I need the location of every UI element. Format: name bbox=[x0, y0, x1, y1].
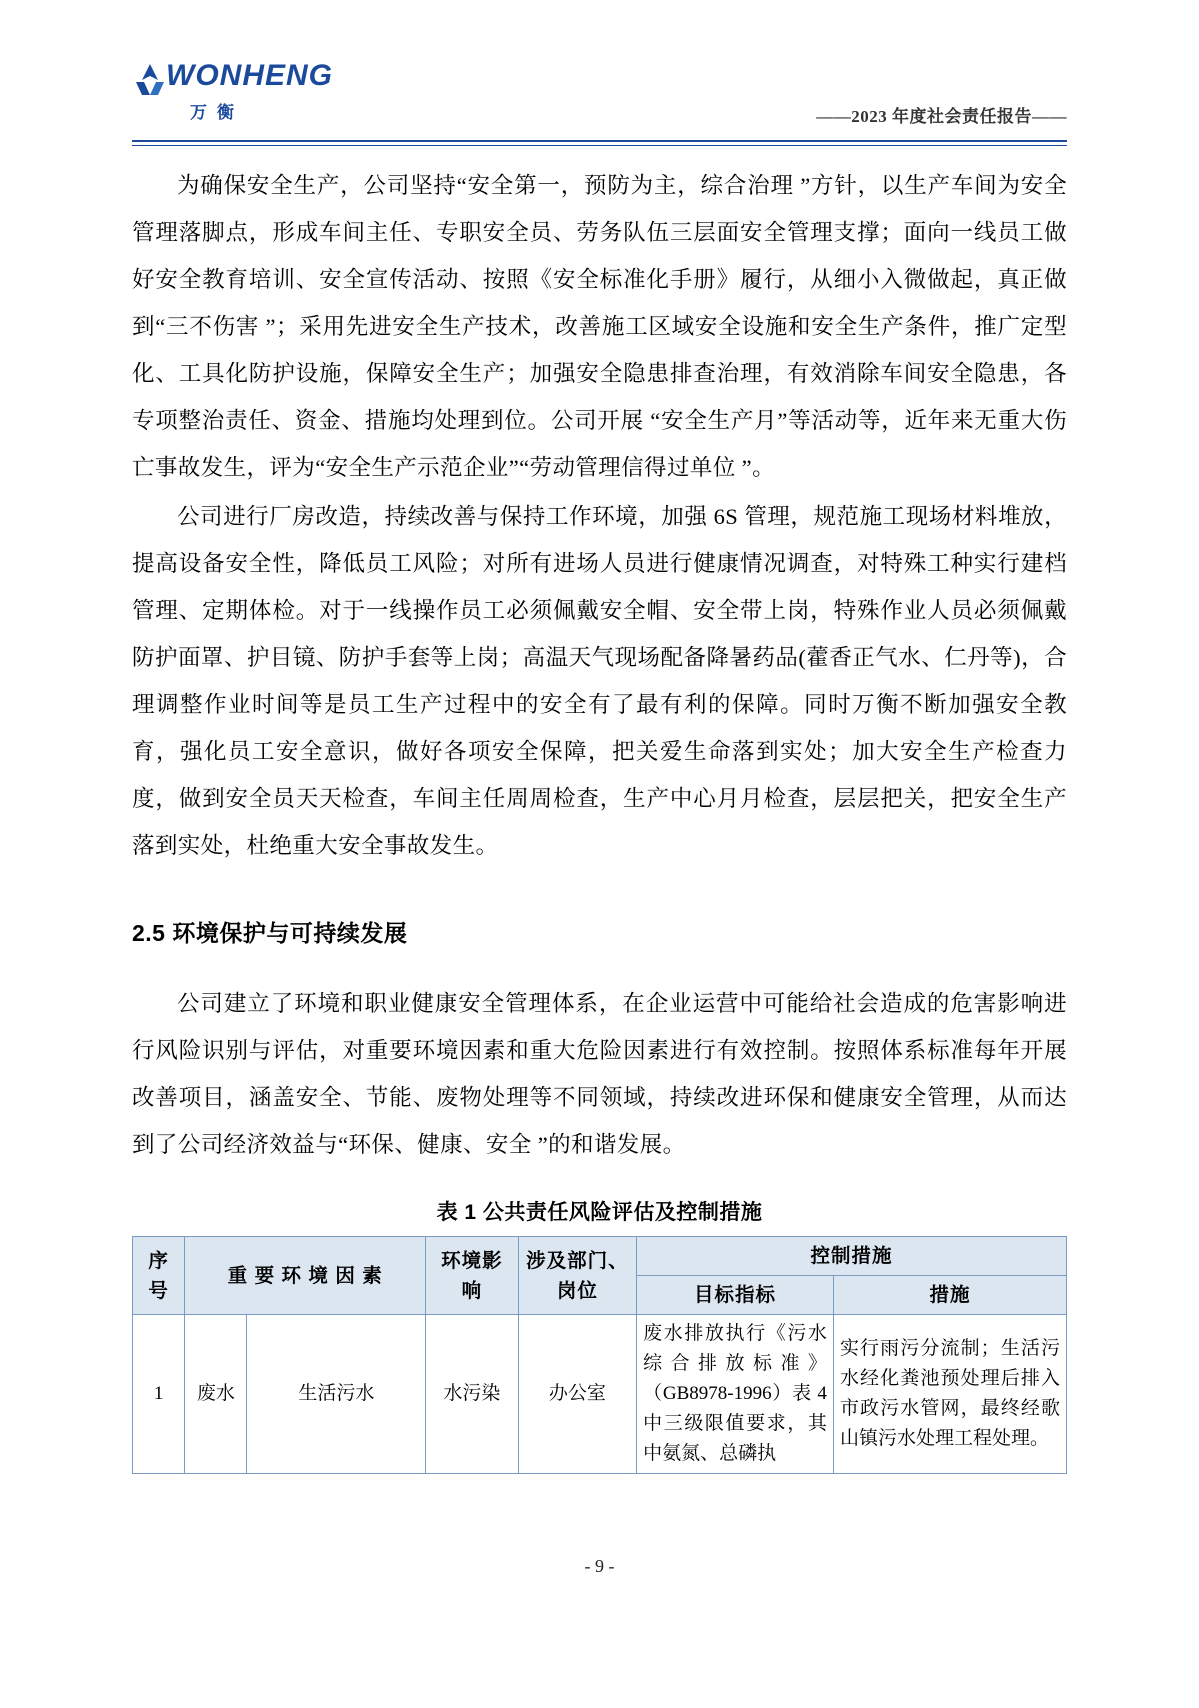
header-target: 目标指标 bbox=[637, 1276, 834, 1315]
header-dept: 涉及部门、岗位 bbox=[518, 1237, 637, 1315]
cell-factor-category: 废水 bbox=[185, 1315, 247, 1474]
table-row bbox=[133, 1315, 1067, 1474]
header-seq: 序号 bbox=[133, 1237, 185, 1315]
cell-measure: 实行雨污分流制；生活污水经化粪池预处理后排入市政污水管网，最终经歌山镇污水处理工程处理。 bbox=[833, 1315, 1066, 1474]
cell-seq: 1 bbox=[133, 1315, 185, 1474]
paragraph-safety-production: 为确保安全生产，公司坚持“安全第一，预防为主，综合治理 ”方针，以生产车间为安全管理落脚点，形成车间主任、专职安全员、劳务队伍三层面安全管理支撑；面向一线员工做好安全教育培训、安全宣传活动、按照《安全标准化手册》履行，从细小入微做起，真正做到“三不伤害 ”；采用先进安全生产技术，改善施工区域安全设施和安全生产条件，推广定型化、工具化防护设施，保障安全生产；加强安全隐患排查治理，有效消除车间安全隐患，各专项整治责任、资金、措施均处理到位。公司开展 “安全生产月”等活动等，近年来无重大伤亡事故发生，评为“安全生产示范企业”“劳动管理信得过单位 ”。 bbox=[132, 173, 1067, 480]
cell-target: 废水排放执行《污水综合排放标准》（GB8978-1996）表 4 中三级限值要求，其中氨氮、总磷执 bbox=[637, 1315, 834, 1474]
header-env-effect: 环境影响 bbox=[426, 1237, 518, 1315]
page-header bbox=[132, 58, 1067, 143]
running-head: ——2023 年度社会责任报告—— bbox=[816, 107, 1067, 126]
table-caption: 表 1 公共责任风险评估及控制措施 bbox=[436, 1201, 763, 1224]
header-rule-thin bbox=[132, 145, 1067, 146]
cell-env-effect: 水污染 bbox=[426, 1315, 518, 1474]
header-rule-thick bbox=[132, 140, 1067, 142]
company-logo bbox=[132, 58, 362, 128]
header-control: 控制措施 bbox=[637, 1237, 1067, 1276]
logo-chinese-name: 万衡 bbox=[190, 103, 244, 122]
page-footer bbox=[0, 1556, 1199, 1577]
document-content bbox=[132, 162, 1067, 1474]
page-number: - 9 - bbox=[584, 1556, 615, 1576]
cell-factor-detail: 生活污水 bbox=[247, 1315, 426, 1474]
wonheng-logo-icon bbox=[132, 62, 168, 98]
paragraph-environment-system: 公司建立了环境和职业健康安全管理体系，在企业运营中可能给社会造成的危害影响进行风险识别与评估，对重要环境因素和重大危险因素进行有效控制。按照体系标准每年开展改善项目，涵盖安全、节能、废物处理等不同领域，持续改进环保和健康安全管理，从而达到了公司经济效益与“环保、健康、安全 ”的和谐发展。 bbox=[132, 991, 1067, 1157]
table-header-row-1 bbox=[133, 1237, 1067, 1276]
cell-dept: 办公室 bbox=[518, 1315, 637, 1474]
paragraph-workshop-improvement: 公司进行厂房改造，持续改善与保持工作环境，加强 6S 管理，规范施工现场材料堆放，提高设备安全性，降低员工风险；对所有进场人员进行健康情况调查，对特殊工种实行建档管理、定期体检。对于一线操作员工必须佩戴安全帽、安全带上岗，特殊作业人员必须佩戴防护面罩、护目镜、防护手套等上岗；高温天气现场配备降暑药品(藿香正气水、仁丹等)，合理调整作业时间等是员工生产过程中的安全有了最有利的保障。同时万衡不断加强安全教育，强化员工安全意识，做好各项安全保障，把关爱生命落到实处；加大安全生产检查力度，做到安全员天天检查，车间主任周周检查，生产中心月月检查，层层把关，把安全生产落到实处，杜绝重大安全事故发生。 bbox=[132, 504, 1067, 858]
header-factor: 重 要 环 境 因 素 bbox=[185, 1237, 426, 1315]
header-measure: 措施 bbox=[833, 1276, 1066, 1315]
risk-assessment-table bbox=[132, 1236, 1067, 1474]
section-heading-2-5: 2.5 环境保护与可持续发展 bbox=[132, 920, 408, 946]
logo-wordmark: WONHENG bbox=[166, 59, 333, 92]
